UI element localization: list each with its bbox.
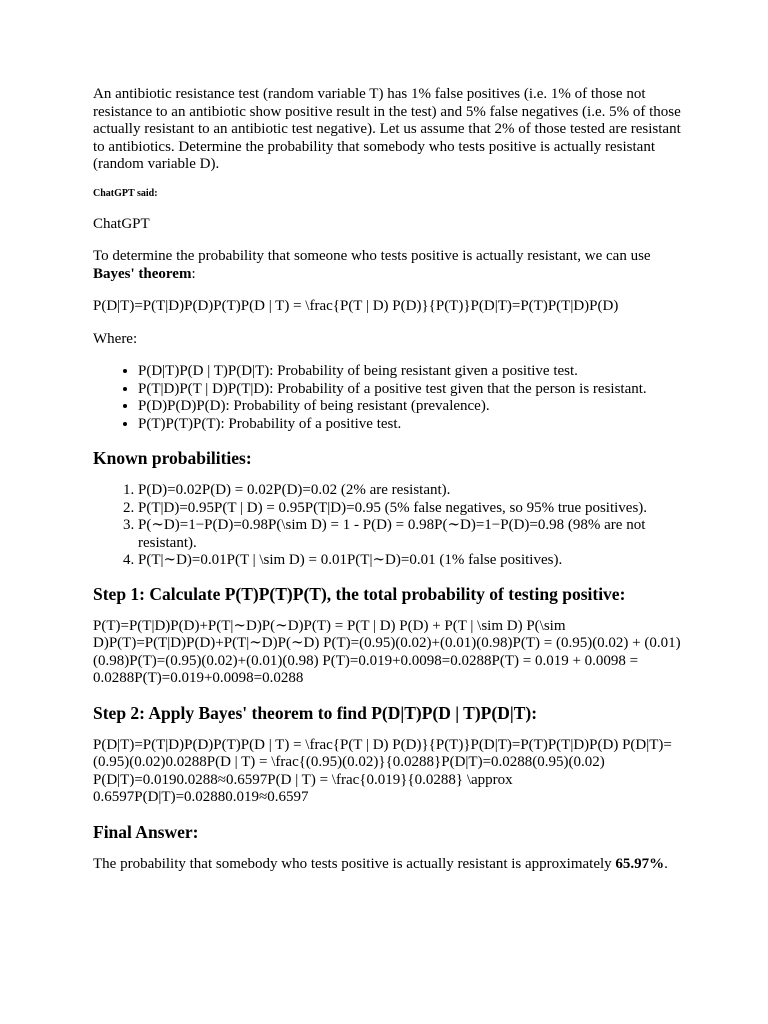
intro-text: To determine the probability that someone who tests positive is actually resistant, we can use: [93, 248, 651, 264]
step2-heading: Step 2: Apply Bayes' theorem to find P(D|T)P(D | T)P(D|T):: [93, 702, 538, 723]
known-item: 1. P(D)=0.02P(D) = 0.02P(D)=0.02 (2% are resistant).: [138, 482, 683, 500]
definition-item: • P(T)P(T)P(T): Probability of a positive test.: [138, 416, 683, 434]
final-heading: Final Answer:: [93, 821, 199, 842]
step1-heading: Step 1: Calculate P(T)P(T)P(T), the total probability of testing positive:: [93, 583, 626, 604]
final-value: 65.97%: [615, 855, 665, 872]
known-item: 2. P(T|D)=0.95P(T | D) = 0.95P(T|D)=0.95 (5% false negatives, so 95% true positives).: [138, 500, 683, 518]
where-label: Where:: [93, 330, 138, 347]
definition-item: • P(T|D)P(T | D)P(T|D): Probability of a positive test given that the person is resistant.: [138, 381, 683, 399]
known-item: 3. P(∼D)=1−P(D)=0.98P(\sim D) = 1 - P(D) = 0.98P(∼D)=1−P(D)=0.98 (98% are not resistant).: [138, 517, 683, 552]
known-heading: Known probabilities:: [93, 448, 252, 468]
intro-suffix: :: [191, 265, 196, 282]
known-list: [93, 482, 683, 570]
intro-bold-term: Bayes' theorem: [93, 265, 192, 282]
final-answer: [93, 856, 683, 874]
definition-item: • P(D|T)P(D | T)P(D|T): Probability of being resistant given a positive test.: [138, 363, 683, 381]
definitions-list: [93, 363, 683, 433]
chat-transcript: [93, 86, 683, 873]
known-item: 4. P(T|∼D)=0.01P(T | \sim D) = 0.01P(T|∼D)=0.01 (1% false positives).: [138, 552, 683, 570]
bayes-formula: P(D|T)=P(T|D)P(D)P(T)P(D | T) = \frac{P(T | D) P(D)}{P(T)}P(D|T)=P(T)P(T|D)P(D): [93, 298, 619, 314]
step1-math: P(T)=P(T|D)P(D)+P(T|∼D)P(∼D)P(T) = P(T | D) P(D) + P(T | \sim D) P(\sim D)P(T)=P(T|D)P(D)+P(T|∼D)P(∼D) P(T)=(0.95)(0.02)+(0.01)(0.98)P(T) = (0.95)(0.02) + (0.01)(0.98)P(T)=(0.95)(0.02)+(0.01)(0.98) P(T)=0.019+0.0098=0.0288P(T) = 0.019 + 0.0098 = 0.0288P(T)=0.019+0.0098=0.0288: [93, 617, 681, 686]
user-question: An antibiotic resistance test (random variable T) has 1% false positives (i.e. 1% of those not resistance to an antibiotic show positive result in the test) and 5% false negatives (i.e. 5% of those actually resistant to an antibiotic test negative). Let us assume that 2% of those tested are resistant to antibiotics. Determine the probability that somebody who tests positive is actually resistant (random variable D).: [93, 86, 681, 172]
intro-paragraph: [93, 248, 683, 283]
final-suffix: .: [664, 855, 668, 872]
assistant-said-label: ChatGPT said:: [93, 187, 158, 199]
step2-math: P(D|T)=P(T|D)P(D)P(T)P(D | T) = \frac{P(T | D) P(D)}{P(T)}P(D|T)=P(T)P(T|D)P(D) P(D|T)=(0.95)(0.02)0.0288P(D | T) = \frac{(0.95)(0.02)}{0.0288}P(D|T)=0.0288(0.95)(0.02) P(D|T)=0.0190.0288≈0.6597P(D | T) = \frac{0.019}{0.0288} \approx 0.6597P(D|T)=0.02880.019≈0.6597: [93, 736, 672, 805]
final-text: The probability that somebody who tests positive is actually resistant is approximately: [93, 855, 616, 872]
assistant-name: ChatGPT: [93, 215, 150, 232]
definition-item: • P(D)P(D)P(D): Probability of being resistant (prevalence).: [138, 398, 683, 416]
